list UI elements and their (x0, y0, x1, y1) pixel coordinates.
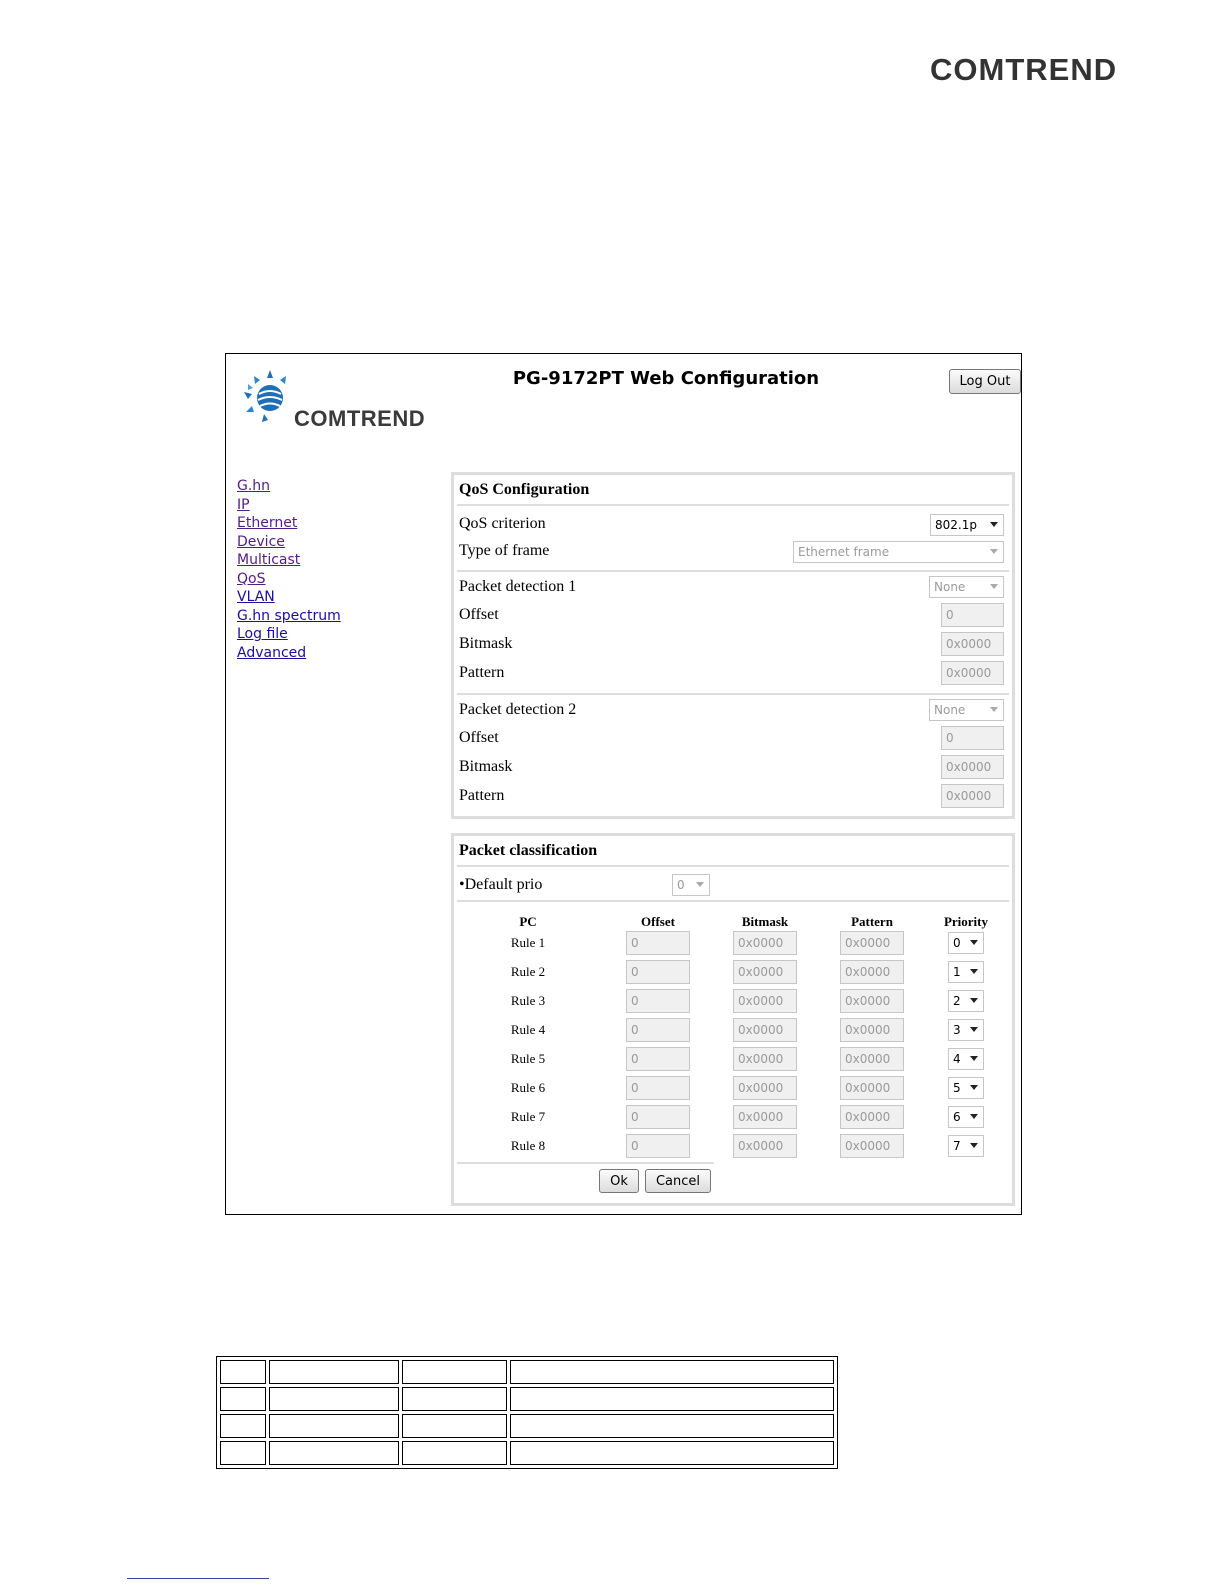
brand-logo (240, 368, 450, 436)
chevron-down-icon (970, 1143, 978, 1148)
table-row (220, 1441, 834, 1465)
rule-priority-select[interactable] (948, 932, 984, 954)
column-header-pattern: Pattern (851, 914, 893, 929)
rule-priority-select[interactable] (948, 1106, 984, 1128)
chevron-down-icon (970, 1027, 978, 1032)
rule-pattern-input[interactable]: 0x0000 (840, 1018, 904, 1042)
divider (457, 570, 1009, 572)
rule-pattern-input[interactable]: 0x0000 (840, 1047, 904, 1071)
pd1-offset-label: Offset (459, 606, 499, 623)
rule-priority-select[interactable] (948, 1019, 984, 1041)
default-prio-label: •Default prio (459, 876, 543, 893)
rule-bitmask-input[interactable]: 0x0000 (733, 960, 797, 984)
pc-panel-title: Packet classification (459, 842, 598, 859)
document-logo: COMTREND (930, 52, 1118, 87)
chevron-down-icon (696, 882, 704, 887)
ok-button[interactable]: Ok (599, 1169, 639, 1193)
chevron-down-icon (990, 522, 998, 527)
rule-offset-input[interactable]: 0 (626, 1047, 690, 1071)
nav-link-qos[interactable]: QoS (237, 570, 266, 587)
logout-button[interactable]: Log Out (949, 369, 1021, 394)
pd1-offset-input[interactable]: 0 (941, 603, 1004, 627)
default-prio-value: 0 (677, 878, 685, 892)
rule-name: Rule 6 (510, 1080, 546, 1095)
qos-configuration-panel (451, 472, 1015, 819)
rule-bitmask-input[interactable]: 0x0000 (733, 1018, 797, 1042)
divider (457, 1162, 714, 1164)
footer-rule (127, 1578, 269, 1579)
brand-wordmark: COMTREND (294, 406, 426, 431)
default-prio-select[interactable] (672, 874, 710, 896)
chevron-down-icon (970, 1085, 978, 1090)
qos-panel-title: QoS Configuration (459, 481, 590, 498)
chevron-down-icon (970, 998, 978, 1003)
chevron-down-icon (990, 549, 998, 554)
rule-offset-input[interactable]: 0 (626, 931, 690, 955)
pd1-bitmask-input[interactable]: 0x0000 (941, 632, 1004, 656)
pd2-offset-input[interactable]: 0 (941, 726, 1004, 750)
divider (457, 865, 1009, 867)
nav-link-ethernet[interactable]: Ethernet (237, 515, 298, 531)
chevron-down-icon (990, 584, 998, 589)
rule-priority-select[interactable] (948, 1077, 984, 1099)
rule-priority-value: 1 (953, 965, 961, 979)
rule-offset-input[interactable]: 0 (626, 1076, 690, 1100)
rule-offset-input[interactable]: 0 (626, 1018, 690, 1042)
table-row (220, 1360, 834, 1384)
sidebar-nav (237, 477, 341, 662)
document-table (216, 1356, 838, 1469)
pd1-pattern-label: Pattern (459, 664, 505, 681)
chevron-down-icon (990, 707, 998, 712)
rule-bitmask-input[interactable]: 0x0000 (733, 1105, 797, 1129)
nav-link-advanced[interactable]: Advanced (237, 644, 307, 661)
rule-priority-select[interactable] (948, 1048, 984, 1070)
pd1-bitmask-label: Bitmask (459, 635, 513, 652)
pd2-pattern-label: Pattern (459, 787, 505, 804)
rule-name: Rule 3 (510, 993, 546, 1008)
rule-bitmask-input[interactable]: 0x0000 (733, 1076, 797, 1100)
packet-detection-1-select[interactable] (929, 576, 1004, 598)
rule-priority-value: 3 (953, 1023, 961, 1037)
rule-priority-value: 6 (953, 1110, 961, 1124)
column-header-offset: Offset (641, 914, 675, 929)
chevron-down-icon (970, 1056, 978, 1061)
nav-link-ip[interactable]: IP (237, 496, 250, 513)
packet-classification-panel (451, 833, 1015, 1206)
rule-name: Rule 1 (510, 935, 546, 950)
pd2-offset-label: Offset (459, 729, 499, 746)
web-config-window (225, 353, 1022, 1215)
nav-link-device[interactable]: Device (237, 533, 285, 550)
nav-link-multicast[interactable]: Multicast (237, 552, 301, 568)
cancel-button[interactable]: Cancel (645, 1169, 711, 1193)
nav-link-ghn-spectrum[interactable]: G.hn spectrum (237, 607, 341, 624)
chevron-down-icon (970, 1114, 978, 1119)
rule-offset-input[interactable]: 0 (626, 960, 690, 984)
rule-bitmask-input[interactable]: 0x0000 (733, 931, 797, 955)
packet-detection-1-label: Packet detection 1 (459, 578, 577, 595)
pd2-bitmask-label: Bitmask (459, 758, 513, 775)
packet-detection-1-value: None (934, 580, 966, 594)
rule-priority-value: 0 (953, 936, 961, 950)
column-header-pc: PC (519, 914, 537, 929)
rule-name: Rule 2 (510, 964, 546, 979)
rule-name: Rule 4 (510, 1022, 546, 1037)
pd1-pattern-input[interactable]: 0x0000 (941, 661, 1004, 685)
nav-link-vlan[interactable]: VLAN (237, 589, 275, 605)
nav-link-ghn[interactable]: G.hn (237, 478, 271, 494)
rule-pattern-input[interactable]: 0x0000 (840, 1105, 904, 1129)
rule-offset-input[interactable]: 0 (626, 1105, 690, 1129)
qos-criterion-value: 802.1p (935, 518, 977, 532)
rule-offset-input[interactable]: 0 (626, 1134, 690, 1158)
nav-link-log-file[interactable]: Log file (237, 626, 288, 642)
frame-type-select[interactable] (793, 541, 1004, 563)
rule-bitmask-input[interactable]: 0x0000 (733, 1047, 797, 1071)
qos-criterion-select[interactable] (930, 514, 1004, 536)
pd2-pattern-input[interactable]: 0x0000 (941, 784, 1004, 808)
rule-bitmask-input[interactable]: 0x0000 (733, 989, 797, 1013)
rule-name: Rule 5 (510, 1051, 546, 1066)
rule-pattern-input[interactable]: 0x0000 (840, 1076, 904, 1100)
chevron-down-icon (970, 940, 978, 945)
rule-priority-select[interactable] (948, 990, 984, 1012)
divider (457, 900, 1009, 902)
divider (457, 504, 1009, 506)
divider (457, 693, 1009, 695)
column-header-priority: Priority (943, 914, 989, 929)
rule-bitmask-input[interactable]: 0x0000 (733, 1134, 797, 1158)
rule-priority-select[interactable] (948, 1135, 984, 1157)
rule-priority-value: 2 (953, 994, 961, 1008)
packet-detection-2-label: Packet detection 2 (459, 701, 577, 718)
rule-priority-value: 4 (953, 1052, 961, 1066)
packet-detection-2-select[interactable] (929, 699, 1004, 721)
qos-criterion-label: QoS criterion (459, 515, 546, 532)
rule-name: Rule 7 (510, 1109, 546, 1124)
table-row (220, 1414, 834, 1438)
table-row (220, 1387, 834, 1411)
rule-priority-value: 7 (953, 1139, 961, 1153)
frame-type-value: Ethernet frame (798, 545, 890, 559)
page-title: PG-9172PT Web Configuration (512, 368, 820, 389)
rule-pattern-input[interactable]: 0x0000 (840, 931, 904, 955)
rule-offset-input[interactable]: 0 (626, 989, 690, 1013)
packet-detection-2-value: None (934, 703, 966, 717)
rule-pattern-input[interactable]: 0x0000 (840, 1134, 904, 1158)
frame-type-label: Type of frame (459, 542, 550, 559)
pd2-bitmask-input[interactable]: 0x0000 (941, 755, 1004, 779)
rule-pattern-input[interactable]: 0x0000 (840, 989, 904, 1013)
globe-burst-icon (240, 368, 298, 428)
rule-priority-select[interactable] (948, 961, 984, 983)
rule-pattern-input[interactable]: 0x0000 (840, 960, 904, 984)
rule-priority-value: 5 (953, 1081, 961, 1095)
chevron-down-icon (970, 969, 978, 974)
column-header-bitmask: Bitmask (741, 914, 789, 929)
rule-name: Rule 8 (510, 1138, 546, 1153)
